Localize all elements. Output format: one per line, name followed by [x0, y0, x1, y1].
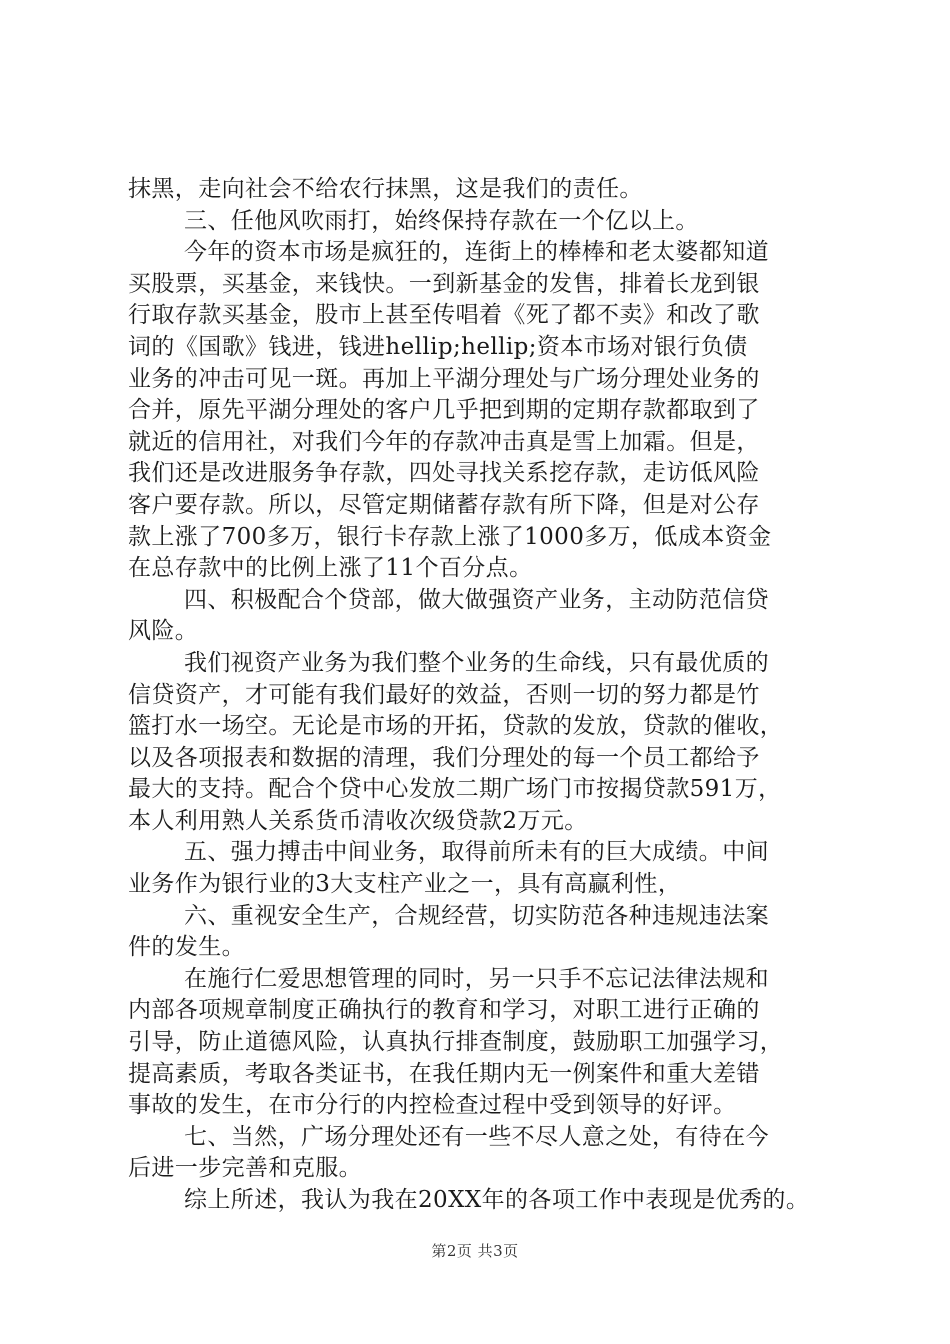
- text-line: 内部各项规章制度正确执行的教育和学习，对职工进行正确的: [128, 997, 760, 1024]
- text-line: 抹黑，走向社会不给农行抹黑，这是我们的责任。: [128, 176, 643, 202]
- text-line: 我们还是改进服务争存款，四处寻找关系挖存款，走访低风险: [128, 460, 760, 487]
- text-line: 篮打水一场空。无论是市场的开拓，贷款的发放，贷款的催收，: [128, 713, 784, 740]
- text-line: 六、重视安全生产，合规经营，切实防范各种违规违法案: [184, 902, 769, 929]
- text-line: 今年的资本市场是疯狂的，连街上的棒棒和老太婆都知道: [184, 239, 769, 266]
- text-line: 业务的冲击可见一斑。再加上平湖分理处与广场分理处业务的: [128, 365, 760, 392]
- text-line: 风险。: [128, 618, 199, 645]
- text-line: 词的《国歌》钱进，钱进hellip;hellip;资本市场对银行负债: [128, 333, 748, 360]
- text-line: 行取存款买基金，股市上甚至传唱着《死了都不卖》和改了歌: [128, 302, 760, 329]
- text-line: 四、积极配合个贷部，做大做强资产业务，主动防范信贷: [184, 586, 769, 613]
- text-line: 款上涨了700多万，银行卡存款上涨了1000多万，低成本资金: [128, 523, 772, 550]
- text-line: 合并，原先平湖分理处的客户几乎把到期的定期存款都取到了: [128, 397, 760, 424]
- text-line: 综上所述，我认为我在20XX年的各项工作中表现是优秀的。: [184, 1187, 810, 1213]
- text-line: 五、强力搏击中间业务，取得前所未有的巨大成绩。中间: [184, 839, 769, 866]
- text-line: 我们视资产业务为我们整个业务的生命线，只有最优质的: [184, 649, 769, 676]
- page-footer: 第2页 共3页: [431, 1242, 519, 1260]
- text-line: 最大的支持。配合个贷中心发放二期广场门市按揭贷款591万，: [128, 776, 782, 803]
- text-line: 引导，防止道德风险，认真执行排查制度，鼓励职工加强学习，: [128, 1029, 784, 1056]
- text-line: 在总存款中的比例上涨了11个百分点。: [128, 555, 533, 582]
- text-line: 后进一步完善和克服。: [128, 1155, 362, 1182]
- text-line: 客户要存款。所以，尽管定期储蓄存款有所下降，但是对公存: [128, 491, 760, 518]
- text-line: 在施行仁爱思想管理的同时，另一只手不忘记法律法规和: [184, 965, 769, 992]
- text-line: 提高素质，考取各类证书，在我任期内无一例案件和重大差错: [128, 1060, 760, 1087]
- text-line: 就近的信用社，对我们今年的存款冲击真是雪上加霜。但是，: [128, 428, 760, 455]
- text-line: 三、任他风吹雨打，始终保持存款在一个亿以上。: [184, 207, 699, 234]
- text-line: 本人利用熟人关系货币清收次级贷款2万元。: [128, 807, 588, 834]
- text-line: 以及各项报表和数据的清理，我们分理处的每一个员工都给予: [128, 744, 760, 771]
- text-line: 件的发生。: [128, 934, 245, 961]
- text-line: 买股票，买基金，来钱快。一到新基金的发售，排着长龙到银: [128, 270, 760, 297]
- text-line: 事故的发生，在市分行的内控检查过程中受到领导的好评。: [128, 1092, 737, 1119]
- text-line: 业务作为银行业的3大支柱产业之一，具有高赢利性，: [128, 871, 682, 898]
- text-line: 信贷资产，才可能有我们最好的效益，否则一切的努力都是竹: [128, 681, 760, 708]
- text-line: 七、当然，广场分理处还有一些不尽人意之处，有待在今: [184, 1123, 769, 1150]
- document-body: [128, 174, 828, 1217]
